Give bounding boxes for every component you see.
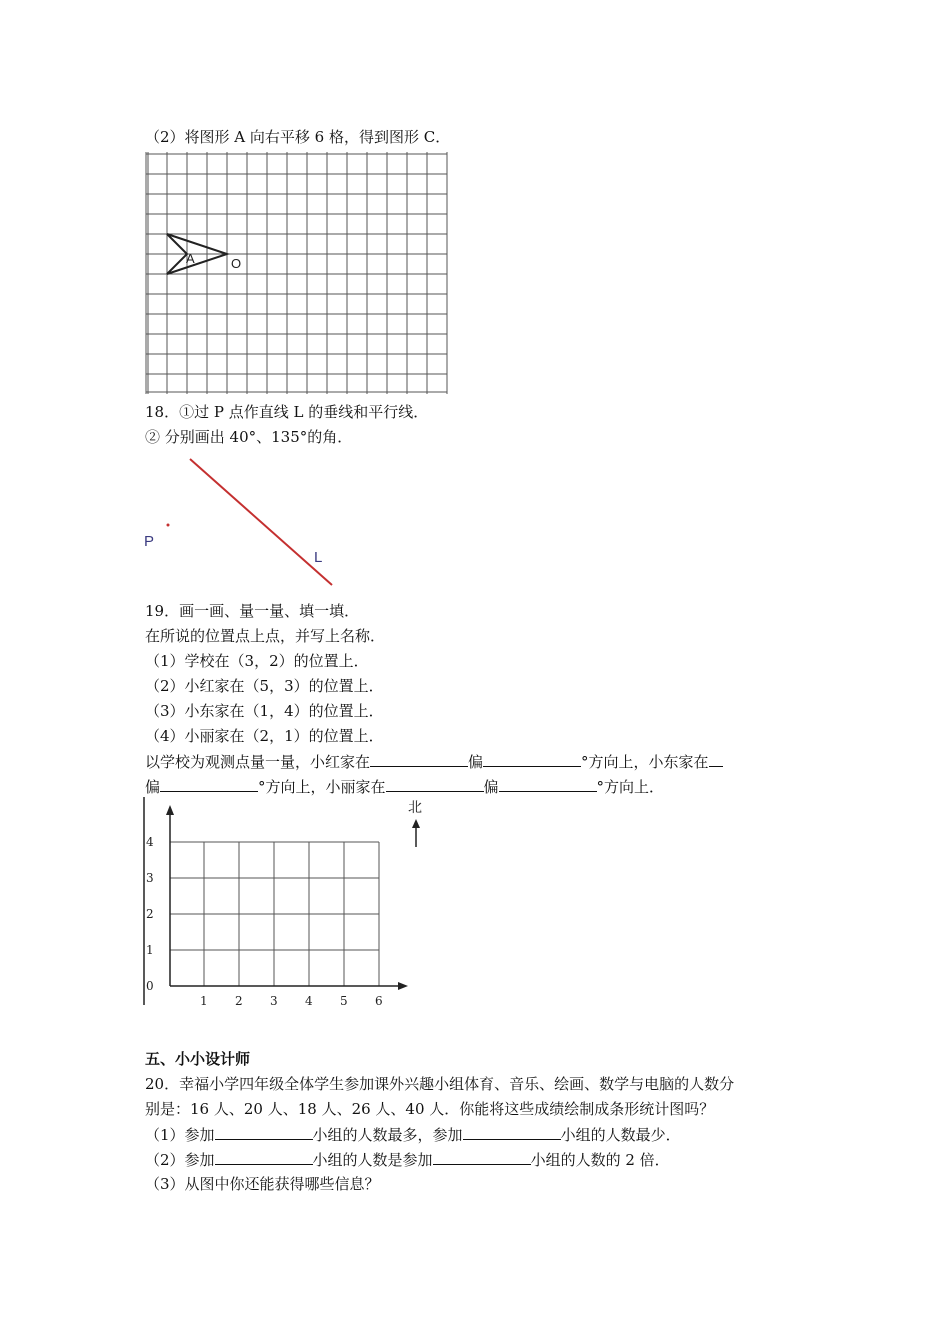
q17-part2-text: （2）将图形 A 向右平移 6 格，得到图形 C． [145,128,451,146]
q20-line2: 别是：16 人、20 人、18 人、26 人、40 人．你能将这些成绩绘制成条形统计图吗？ [145,1100,715,1118]
blank-xiaoli-dir[interactable] [386,776,484,792]
blank-xiaoli-deg[interactable] [499,776,597,792]
label-l: L [314,549,323,566]
blank-most-group[interactable] [215,1124,313,1140]
q19-item-1: （1）学校在（3，2）的位置上． [145,652,369,670]
y-tick-1: 1 [146,943,154,957]
q18-line2: ② 分别画出 40°、135°的角． [145,428,353,446]
x-tick-4: 4 [305,994,313,1007]
blank-base-group[interactable] [433,1149,531,1165]
x-tick-3: 3 [270,994,278,1007]
blank-xiaohong-deg[interactable] [483,751,581,767]
label-p: P [144,533,155,550]
perpendicular-figure [140,455,340,590]
north-label: 北 [408,800,422,816]
q19-fill-line-a: 以学校为观测点量一量，小红家在 偏 °方向上，小东家在 [145,751,723,772]
label-a: A [186,251,195,266]
blank-least-group[interactable] [463,1124,561,1140]
y-axis-arrow [166,805,174,815]
y-tick-3: 3 [146,871,154,885]
q19-title: 19．画一画、量一量、填一填． [145,602,360,620]
north-arrow-icon [412,819,420,828]
q20-part3: （3）从图中你还能获得哪些信息？ [145,1175,380,1193]
label-o: O [231,256,242,271]
point-p [167,524,170,527]
grid-lines [146,152,447,394]
coordinate-grid-lines [170,842,379,986]
q19-item-3: （3）小东家在（1，4）的位置上． [145,702,384,720]
q19-item-2: （2）小红家在（5，3）的位置上． [145,677,384,695]
q20-line1: 20．幸福小学四年级全体学生参加课外兴趣小组体育、音乐、绘画、数学与电脑的人数分 [145,1075,735,1093]
x-tick-6: 6 [375,994,383,1007]
q19-item-4: （4）小丽家在（2，1）的位置上． [145,727,384,745]
y-tick-2: 2 [146,907,154,921]
q20-part1: （1）参加 小组的人数最多，参加 小组的人数最少． [145,1126,681,1144]
blank-double-group[interactable] [215,1149,313,1165]
y-tick-4: 4 [146,835,154,849]
q18-line1: 18．①过 P 点作直线 L 的垂线和平行线． [145,403,429,421]
x-axis-arrow [398,982,408,990]
q19-fill-line-b: 偏 °方向上，小丽家在 偏 °方向上． [145,778,665,796]
q19-instruction: 在所说的位置点上点，并写上名称． [145,627,386,645]
y-tick-0: 0 [146,979,154,993]
x-tick-5: 5 [340,994,348,1007]
line-l [190,459,332,585]
section5-heading: 五、小小设计师 [145,1050,251,1068]
blank-xiaohong-dir[interactable] [370,751,468,767]
blank-xiaodong-dir[interactable] [709,751,723,767]
x-tick-1: 1 [200,994,208,1007]
translation-grid-figure [143,150,451,396]
blank-xiaodong-deg[interactable] [160,776,258,792]
coordinate-grid-figure [142,795,432,1007]
q20-part2: （2）参加 小组的人数是参加 小组的人数的 2 倍． [145,1151,670,1169]
x-tick-2: 2 [235,994,243,1007]
